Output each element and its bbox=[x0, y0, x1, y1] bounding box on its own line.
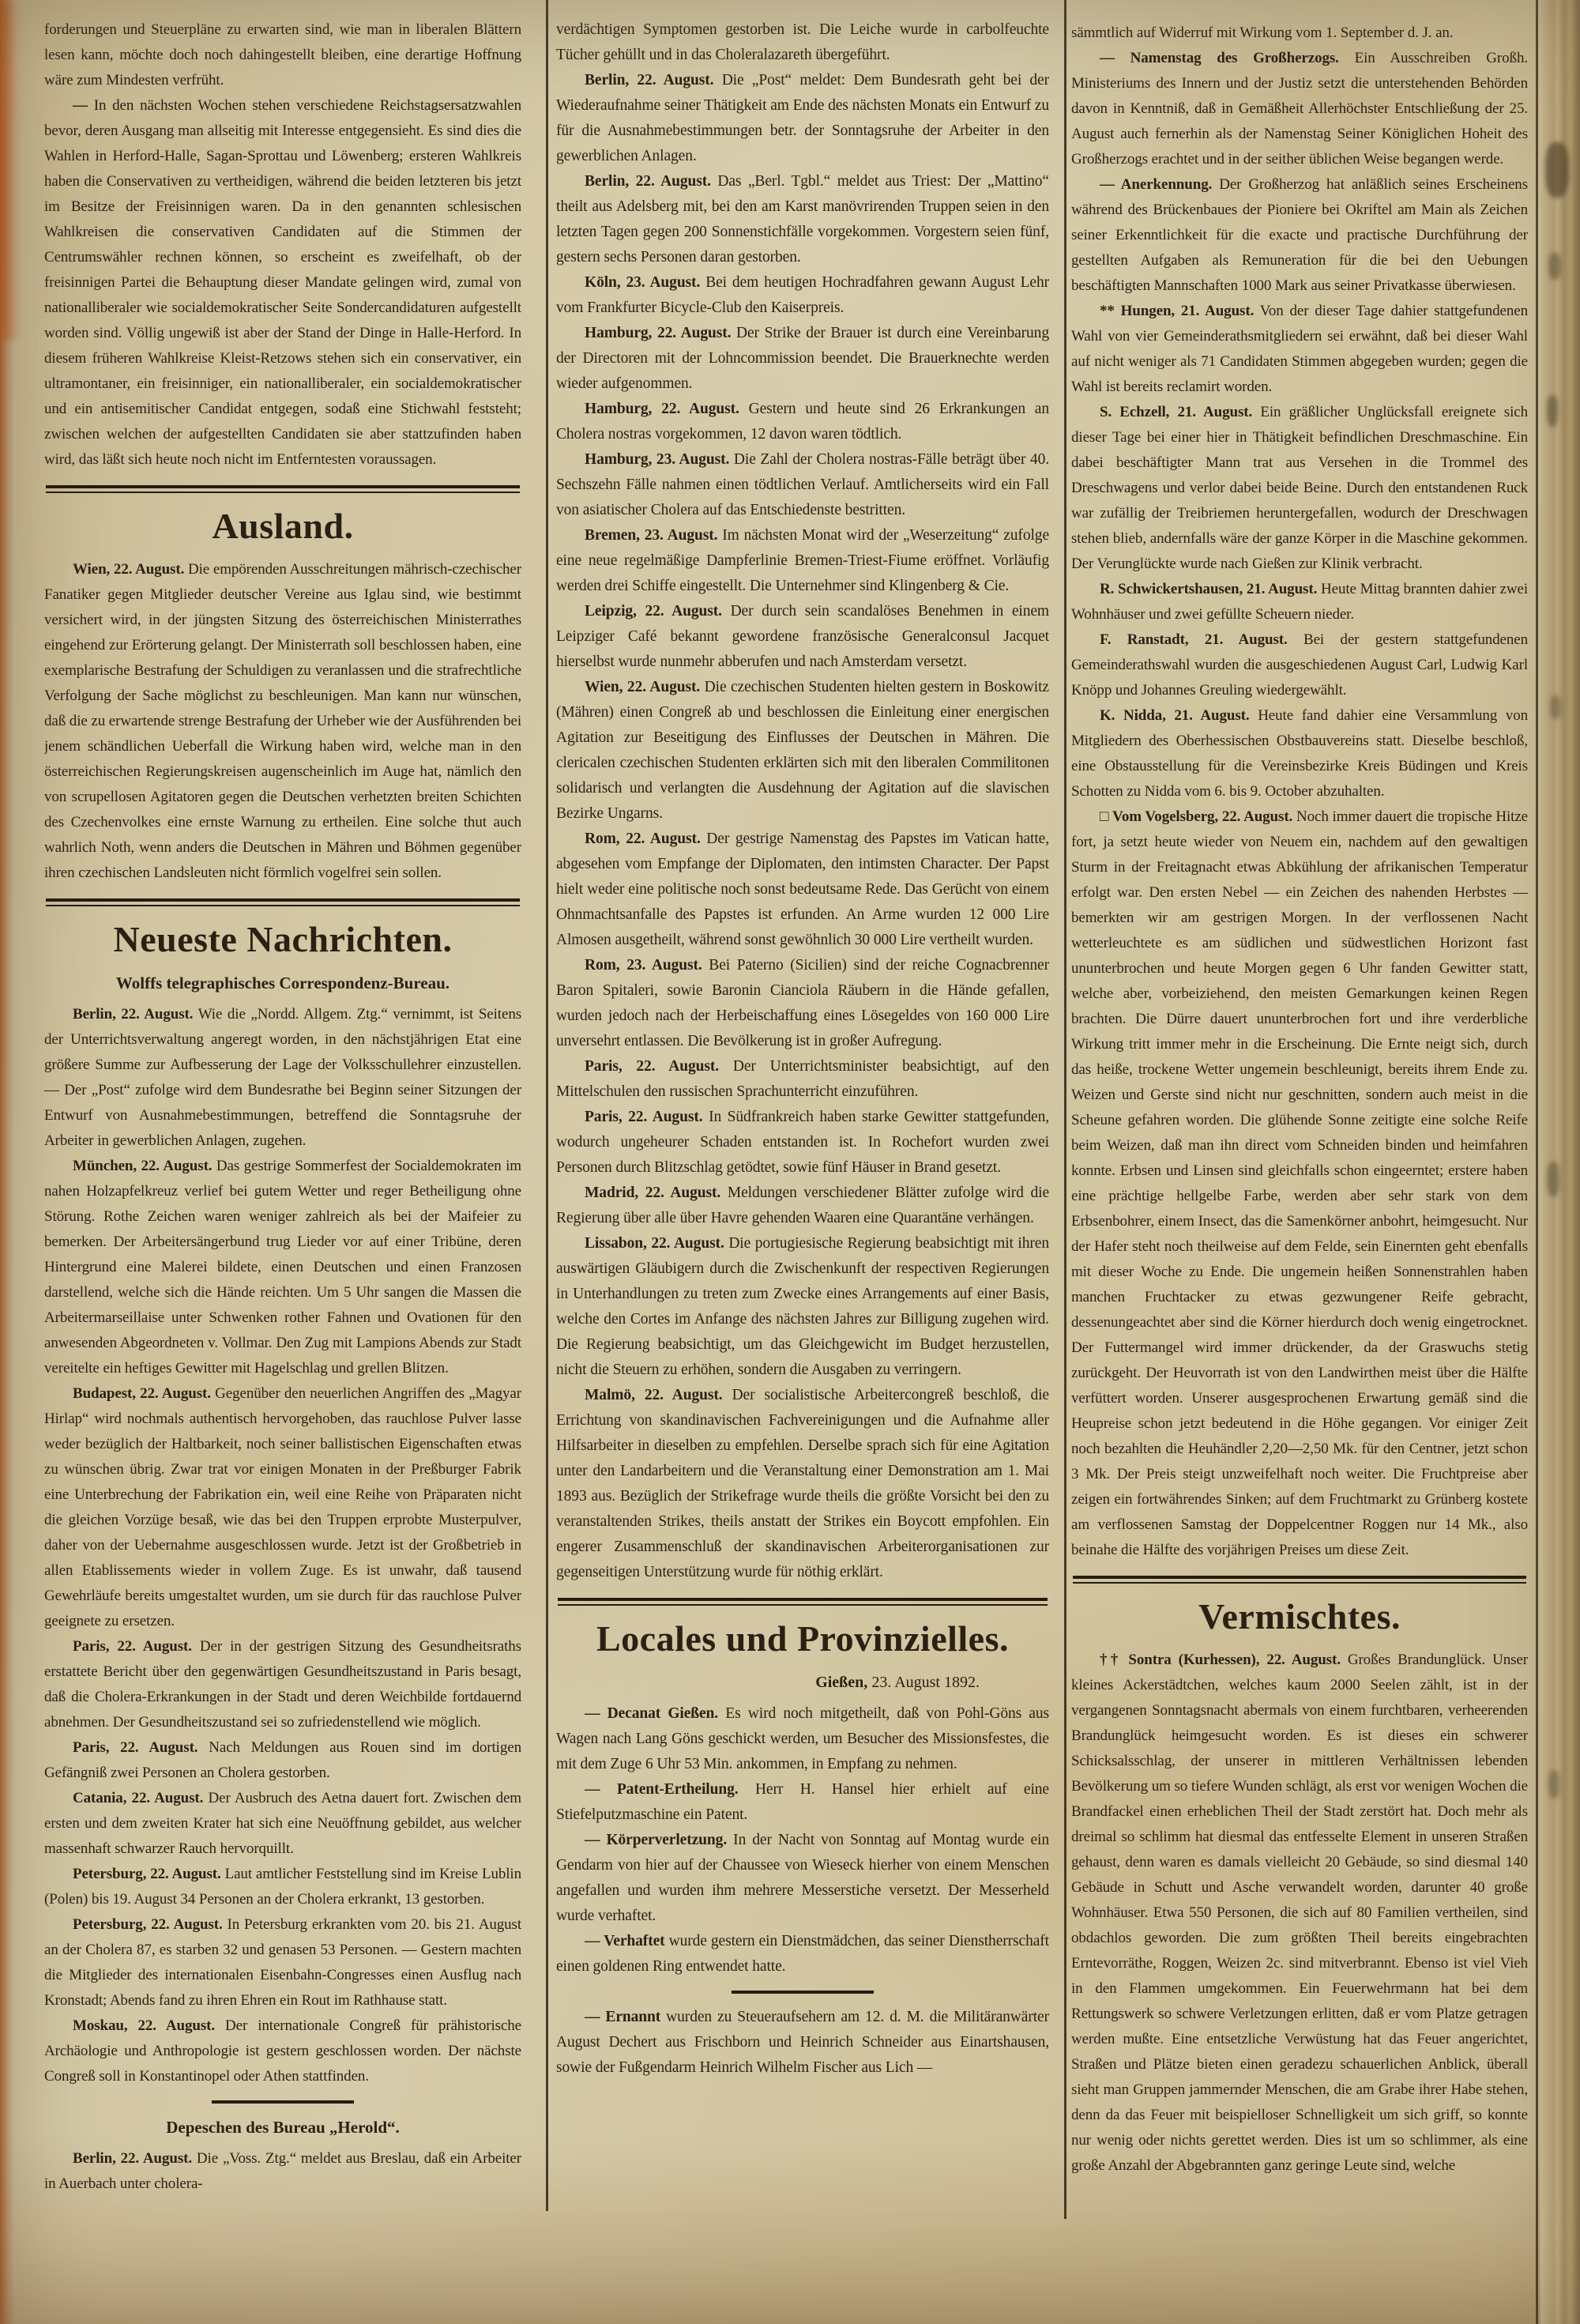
article-paragraph-continuation bbox=[1071, 21, 1528, 46]
section-divider-double-rule bbox=[46, 898, 520, 906]
paragraph-dateline-lead: München, 22. August. bbox=[73, 1157, 213, 1174]
article-paragraph bbox=[44, 557, 521, 886]
paragraph-text: Herr H. Hansel hier erhielt auf eine Stiefelputzmaschine ein Patent. bbox=[556, 1780, 1049, 1823]
article-paragraph bbox=[44, 1381, 521, 1634]
paragraph-text: Die „Post“ meldet: Dem Bundesrath geht bei der Wiederaufnahme seiner Thätigkeit am Ende des nächsten Monats ein Entwurf zu für die Ausnahmebestimmungen betr. der Sonntagsruhe der Arbeiter in den gewerblichen Anlagen. bbox=[556, 72, 1049, 164]
paragraph-dateline-lead: Madrid, 22. August. bbox=[585, 1185, 721, 1201]
paragraph-dateline-lead: Catania, 22. August. bbox=[73, 1789, 204, 1806]
paragraph-text: In der Nacht von Sonntag auf Montag wurde ein Gendarm von hier auf der Chaussee von Wieseck hierher von einem Menschen angefallen und wurden ihm mehrere Messerstiche versetzt. Der Messerheld wurde verhaftet. bbox=[556, 1831, 1049, 1924]
article-paragraph bbox=[44, 1862, 521, 1912]
paragraph-text: In Petersburg erkrankten vom 20. bis 21. August an der Cholera 87, es starben 32 und genasen 53 Personen. — Gestern machten die Mitglieder des internationalen Eisenbahn-Congresses einen Ausflug nach Kronstadt; Abends fand zu ihren Ehren ein Rout im Rathhause statt. bbox=[44, 1915, 521, 2009]
article-paragraph bbox=[556, 1777, 1049, 1828]
article-paragraph bbox=[44, 2146, 521, 2197]
article-paragraph bbox=[556, 599, 1049, 675]
paragraph-dateline-lead: Rom, 22. August. bbox=[585, 831, 701, 847]
article-paragraph bbox=[1071, 299, 1528, 400]
article-paragraph bbox=[44, 2013, 521, 2089]
paragraph-text: Von der dieser Tage dahier stattgefundenen Wahl von vier Gemeinderathsmitgliedern sei erwähnt, daß bei dieser Wahl auf nicht weniger als 71 Candidaten Stimmen abgegeben wurden; gegen die Wahl ist bereits reclamirt worden. bbox=[1071, 303, 1528, 395]
column-divider-rule-2 bbox=[1064, 0, 1066, 2219]
article-paragraph bbox=[44, 1735, 521, 1786]
paragraph-dateline-lead: Budapest, 22. August. bbox=[73, 1384, 211, 1402]
article-paragraph bbox=[556, 675, 1049, 827]
paragraph-dateline-lead: Hamburg, 22. August. bbox=[585, 325, 732, 341]
paragraph-dateline-lead: Hamburg, 22. August. bbox=[585, 401, 739, 417]
next-page-print-fragment bbox=[1548, 1770, 1559, 1799]
article-paragraph bbox=[556, 1828, 1049, 1929]
article-paragraph bbox=[556, 1181, 1049, 1231]
next-page-print-fragment bbox=[1545, 142, 1569, 198]
article-paragraph bbox=[556, 1929, 1049, 1979]
paragraph-dateline-lead: Paris, 22. August. bbox=[73, 1637, 192, 1655]
next-page-print-fragment bbox=[1547, 1162, 1559, 1196]
paragraph-text: verdächtigen Symptomen gestorben ist. Die Leiche wurde in carbolfeuchte Tücher gehüllt und in das Choleralazareth übergeführt. bbox=[556, 21, 1049, 63]
paragraph-text: Der gestrige Namenstag des Papstes im Vatican hatte, abgesehen vom Empfange der Diplomaten, den intimsten Character. Der Papst hielt weder eine politische noch sonst bedeutsame Rede. Das Gerücht von einem Ohnmachtsanfalle des Papstes ist erfunden. An Arme wurden 12 000 Lire Almosen ausgetheilt, während sonst gewöhnlich 30 000 Lire vertheilt wurden. bbox=[556, 831, 1049, 948]
section-heading: Neueste Nachrichten. bbox=[113, 918, 453, 959]
paragraph-text: Laut amtlicher Feststellung sind im Kreise Lublin (Polen) bis 19. August 34 Personen an der Cholera erkrankt, 13 gestorben. bbox=[44, 1865, 521, 1908]
next-page-print-fragment bbox=[1548, 253, 1561, 280]
article-paragraph bbox=[1071, 804, 1528, 1563]
paragraph-text: Der Ausbruch des Aetna dauert fort. Zwischen dem ersten und dem zweiten Krater hat sich eine Neuöffnung gebildet, aus welcher massenhaft schwarzer Rauch hervorquillt. bbox=[44, 1789, 521, 1857]
paragraph-dateline-lead: ** Hungen, 21. August. bbox=[1100, 303, 1255, 319]
paragraph-text: Bei Paterno (Sicilien) sind der reiche Cognacbrenner Baron Spitaleri, sowie Baronin Cianciola Räubern in die Hände gefallen, wurden jedoch nach der Herbeischaffung eines Lösegeldes von 160 000 Lire unversehrt entlassen. Die Bevölkerung ist in großer Aufregung. bbox=[556, 957, 1049, 1049]
paragraph-text: Es wird noch mitgetheilt, daß von Pohl-Göns aus Wagen nach Lang Göns geschickt werden, um Besucher des Missionsfestes, die mit dem Zuge 6 Uhr 53 Min. ankommen, in Empfang zu nehmen. bbox=[556, 1704, 1049, 1772]
paragraph-dateline-lead: R. Schwickertshausen, 21. August. bbox=[1100, 581, 1318, 597]
paragraph-dateline-lead: Berlin, 22. August. bbox=[585, 72, 714, 89]
stacked-page-edges bbox=[1540, 0, 1580, 2324]
paragraph-text: Gestern und heute sind 26 Erkrankungen an Cholera nostras vorgekommen, 12 davon waren tödtlich. bbox=[556, 401, 1049, 443]
section-divider-double-rule bbox=[46, 485, 520, 493]
article-paragraph bbox=[1071, 400, 1528, 577]
article-paragraph bbox=[556, 270, 1049, 321]
paragraph-text: Der socialistische Arbeitercongreß beschloß, die Errichtung von skandinavischen Fachvereinigungen und die Aufnahme aller Hilfsarbeiter in dieselben zu empfehlen. Derselbe sprach sich für eine Agitation unter den Landarbeitern und die Veranstaltung einer Demonstration am 1. Mai 1893 aus. Bezüglich der Strikefrage wurde theils die größte Vorsicht bei den zu veranstaltenden Strikes, theils anstatt der Strikes ein Boycott empfohlen. Ein engerer Zusammenschluß der skandinavischen Arbeiterorganisationen zur gegenseitigen Unterstützung wurde für nöthig erklärt. bbox=[556, 1387, 1049, 1580]
paragraph-text: Der internationale Congreß für prähistorische Archäologie und Anthropologie ist gestern geschlossen worden. Der nächste Congreß soll in Konstantinopel oder Athen stattfinden. bbox=[44, 2017, 521, 2085]
article-paragraph bbox=[556, 68, 1049, 169]
book-gutter-edge-highlight bbox=[0, 0, 21, 340]
paragraph-dateline-lead: Petersburg, 22. August. bbox=[73, 1865, 221, 1882]
paragraph-text: Der Unterrichtsminister beabsichtigt, auf den Mittelschulen den russischen Sprachunterricht einzuführen. bbox=[556, 1058, 1049, 1100]
newspaper-column-right bbox=[1071, 21, 1528, 2225]
next-page-print-fragment bbox=[1550, 695, 1561, 719]
paragraph-text: wurde gestern ein Dienstmädchen, das seiner Dienstherrschaft einen goldenen Ring entwendet hatte. bbox=[556, 1932, 1049, 1975]
section-heading: Vermischtes. bbox=[1198, 1596, 1401, 1637]
paragraph-dateline-lead: — Namenstag des Großherzogs. bbox=[1100, 50, 1339, 66]
paragraph-dateline-lead: Paris, 22. August. bbox=[585, 1109, 703, 1125]
paragraph-text: Wie die „Nordd. Allgem. Ztg.“ vernimmt, ist Seitens der Unterrichtsverwaltung angeregt worden, in den nächstjährigen Etat eine größere Summe zur Aufbesserung der Lage der Volksschullehrer einzustellen. — Der „Post“ zufolge wird dem Bundesrathe bei Beginn seiner Sitzungen der Entwurf von Ausnahmebestimmungen, betreffend die Sonntagsruhe der Arbeiter in gewerblichen Anlagen, zugehen. bbox=[44, 1005, 521, 1149]
paragraph-dateline-lead: Petersburg, 22. August. bbox=[73, 1915, 223, 1933]
paragraph-text: Im nächsten Monat wird der „Weserzeitung“ zufolge eine neue regelmäßige Dampferlinie Bremen-Triest-Fiume eröffnet. Vorläufig werden drei Schiffe eingestellt. Die Unternehmer sind Klingenberg & Cie. bbox=[556, 527, 1049, 594]
paragraph-dateline-lead: Wien, 22. August. bbox=[585, 679, 701, 695]
paragraph-text: Noch immer dauert die tropische Hitze fort, ja setzt heute wieder von Neuem ein, nachdem auf den gewaltigen Sturm in der Freitagnacht etwas Abkühlung der afrikanischen Temperatur erfolgt war. Den ersten Nebel — ein Zeichen des nahenden Herbstes — bemerkten wir am gestrigen Morgen. In der verflossenen Nacht wetterleuchtete es am südlichen und südwestlichen Horizont fast ununterbrochen und heute Morgen gegen 6 Uhr fanden Gewitter statt, welche aber, vorbeiziehend, den meisten Gemarkungen keinen Regen brachten. Die Dürre dauert ununterbrochen fort und ihre verderbliche Wirkung tritt immer mehr in die Erscheinung. Die Ernte neigt sich, durch das heiße, trockene Wetter ungemein beschleunigt, bereits ihrem Ende zu. Weizen und Gerste sind nicht nur geschnitten, sondern auch meist in die Scheune gefahren worden. Die glühende Sonne zeitigte eine solche Reife beim Weizen, daß man ihn direct vom Schneiden binden und heimfahren konnte. Erbsen und Linsen sind gleichfalls schon eingeerntet; erstere haben eine prächtige hellgelbe Farbe, werden aber sehr stark von dem Erbsenbohrer, einem Insect, das die Samenkörner anbohrt, heimgesucht. Nur der Hafer steht noch theilweise auf dem Felde, sein Einernten geht ebenfalls mit dieser Woche zu Ende. Die ungemein heißen Sonnenstrahlen haben manchen Fruchtacker zu etwas gezwungener Reife gebracht, dessenungeachtet aber sind die Körner hierdurch doch wenig eingetrocknet. Der Futtermangel wird immer drückender, da der Graswuchs stetig zurückgeht. Der Heuvorrath ist von den Landwirthen meist über die Hälfte verfüttert worden. Unserer ausgesprochenen Erwartung gemäß sind die Heupreise schon jetzt bedeutend in die Höhe gegangen. Vor einiger Zeit noch bezahlten die Heuhändler 2,20—2,50 Mk. für den Centner, jetzt schon 3 Mk. Der Preis steigt unzweifelhaft noch weiter. Die Fruchtpreise aber zeigen ein fortwährendes Sinken; auf dem Fruchtmarkt zu Grünberg kostete am verflossenen Samstag der Doppelcentner Roggen nur 14 Mk., also beinahe die Hälfte des vorjährigen Preises um diese Zeit. bbox=[1071, 808, 1528, 1558]
article-paragraph bbox=[556, 1383, 1049, 1585]
paragraph-text: Großes Brandunglück. Unser kleines Ackerstädtchen, welches kaum 2000 Seelen zählt, ist in der vergangenen Sonntagsnacht abermals von einem furchtbaren, verheerenden Brandunglück heimgesucht worden. Es ist dieses ein schwerer Schicksalsschlag, der unserer in mittleren Verhältnissen lebenden Bevölkerung um so tiefere Wunden schlägt, als erst vor wenigen Wochen die Brandfackel einen erheblichen Theil der Stadt zerstört hat. Doch mehr als dreimal so schlimm hat diesmal das entfesselte Element in unseren Straßen gehaust, denn waren es damals vielleicht 20 Gebäude, so sind diesmal 140 Gebäude in Schutt und Asche verwandelt worden, darunter 40 große Wohnhäuser. Etwa 550 Personen, die sich auf 80 Familien vertheilen, sind obdachlos geworden. Die zum größten Theil bereits eingebrachten Erntevorräthe, Roggen, Weizen 2c. sind mitverbrannt. Ebenso ist viel Vieh in den Flammen umgekommen. Ein Feuerwehrmann hat bei dem Rettungswerk so schwere Verletzungen erlitten, daß er vom Platze getragen werden mußte. Eine entsetzliche Verwüstung hat das Feuer angerichtet, Straßen und Plätze bieten einen geradezu schauerlichen Anblick, überall sieht man Gruppen jammernder Menschen, die am Grabe ihrer Habe stehen, denn da das Feuer mit beispielloser Schnelligkeit um sich griff, so konnte nur wenig oder nichts gerettet werden. Dies ist um so schlimmer, als eine große Anzahl der Abgebrannten ganz geringe Leute sind, welche bbox=[1071, 1651, 1528, 2174]
article-paragraph bbox=[1071, 627, 1528, 703]
paragraph-dateline-lead: Bremen, 23. August. bbox=[585, 527, 718, 544]
paragraph-text: Der Großherzog hat anläßlich seines Erscheinens während des Brückenbaues der Pioniere bei Okriftel am Main als Zeichen seiner Erkenntlichkeit für die exacte und practische Durchführung der gestellten Aufgaben als Remuneration für die bei den Uebungen beschäftigten Mannschaften 1000 Mark aus seiner Privatkasse überwiesen. bbox=[1071, 176, 1528, 294]
paragraph-text: Heute Mittag brannten dahier zwei Wohnhäuser und zwei gefüllte Scheuern nieder. bbox=[1071, 581, 1528, 623]
paragraph-dateline-lead: †† Sontra (Kurhessen), 22. August. bbox=[1100, 1651, 1341, 1668]
article-paragraph bbox=[1071, 46, 1528, 172]
newspaper-column-middle bbox=[556, 17, 1049, 2230]
paragraph-text: Die empörenden Ausschreitungen mährisch-czechischer Fanatiker gegen Mitglieder deutscher Vereine aus Iglau sind, wie bestimmt versichert wird, in der jüngsten Sitzung des österreichischen Ministerrathes eingehend zur Erörterung gelangt. Der Ministerrath soll beschlossen haben, eine exemplarische Bestrafung der Schuldigen zu veranlassen und die strafrechtliche Verfolgung der Sache möglichst zu beschleunigen. Man kann nur wünschen, daß die zu erwartende strenge Bestrafung der Urheber wie der Ausführenden bei jenem schändlichen Ueberfall die Wirkung haben wird, welche man in den österreichischen Regierungskreisen augenscheinlich im Auge hat, nämlich den von scrupellosen Agitatoren gegen die Deutschen verhetzten breiten Schichten des Czechenvolkes eine ernste Warnung zu ertheilen. Eine solche thut auch wahrlich Noth, wenn anders die Deutschen in Mähren und Böhmen gegenüber ihren czechischen Landsleuten nicht förmlich vogelfrei sein sollen. bbox=[44, 560, 521, 881]
paragraph-text: Der in der gestrigen Sitzung des Gesundheitsraths erstattete Bericht über den gegenwärtigen Gesundheitszustand in Paris besagt, daß die Cholera-Erkrankungen in der Stadt und deren Weichbilde fortdauernd abnehmen. Der Gesundheitszustand sei so zufriedenstellend wie möglich. bbox=[44, 1637, 521, 1731]
paragraph-text: Bei dem heutigen Hochradfahren gewann August Lehr vom Frankfurter Bicycle-Club den Kaiserpreis. bbox=[556, 274, 1049, 316]
dateline-city: Gießen, bbox=[815, 1673, 868, 1691]
paragraph-text: Die czechischen Studenten hielten gestern in Boskowitz (Mähren) einen Congreß ab und beschlossen die Einleitung einer energischen Agitation zur Beseitigung des Einflusses der Deutschen in Mähren. Die clericalen czechischen Studenten erklärten sich mit den liberalen Commilitonen solidarisch und verlangten die Ausdehnung der Agitation auf die slavischen Bezirke Ungarns. bbox=[556, 679, 1049, 822]
section-divider-double-rule bbox=[1073, 1576, 1526, 1584]
article-paragraph bbox=[44, 1786, 521, 1862]
article-paragraph bbox=[556, 2005, 1049, 2081]
paragraph-text: Ein gräßlicher Unglücksfall ereignete sich dieser Tage bei einer hier in Thätigkeit befindlichen Dreschmaschine. Ein dabei beschäftigter Mann trat aus Versehen in die Trommel des Dreschwagens und verlor dabei beide Beine. Durch den entstandenen Ruck war zufällig der Treibriemen heruntergefallen, wodurch der Dreschwagen stehen blieb, andernfalls wäre der ganze Körper in die Maschine gekommen. Der Verunglückte wurde nach Gießen zur Klinik verbracht. bbox=[1071, 404, 1528, 572]
paragraph-dateline-lead: Wien, 22. August. bbox=[73, 560, 185, 578]
article-paragraph bbox=[556, 953, 1049, 1054]
paragraph-dateline-lead: Lissabon, 22. August. bbox=[585, 1235, 724, 1252]
section-heading: Locales und Provinzielles. bbox=[596, 1618, 1009, 1659]
short-divider-rule bbox=[732, 1991, 874, 1994]
article-paragraph bbox=[1071, 172, 1528, 299]
paragraph-text: Das „Berl. Tgbl.“ meldet aus Triest: Der „Mattino“ theilt aus Adelsberg mit, bei den am Karst manövrirenden Truppen seien in den letzten Tagen gegen 200 Sonnenstichfälle vorgekommen. Vorgestern seien fünf, gestern sechs Personen daran gestorben. bbox=[556, 173, 1049, 266]
page-edge-rule bbox=[1536, 0, 1538, 2324]
section-heading: Ausland. bbox=[212, 506, 354, 546]
next-page-print-fragment bbox=[1547, 395, 1558, 427]
dateline-date: 23. August 1892. bbox=[871, 1673, 980, 1691]
paragraph-text: Ein Ausschreiben Großh. Ministeriums des Innern und der Justiz setzt die unterstehenden Behörden davon in Kenntniß, daß in Gemäßheit Allerhöchster Entschließung der 25. August auch fernerhin als der Namenstag Seiner Königlichen Hoheit des Großherzogs erachtet und in der seither üblichen Weise begangen werde. bbox=[1071, 50, 1528, 168]
paragraph-dateline-lead: — Ernannt bbox=[585, 2008, 661, 2025]
paragraph-dateline-lead: Berlin, 22. August. bbox=[73, 2149, 193, 2167]
local-section-dateline bbox=[556, 1670, 1049, 1695]
paragraph-dateline-lead: Paris, 22. August. bbox=[585, 1058, 720, 1075]
article-paragraph bbox=[1071, 703, 1528, 804]
paragraph-text: Die portugiesische Regierung beabsichtigt mit ihren auswärtigen Gläubigern durch die Zwischenkunft der respectiven Regierungen in Unterhandlungen zu treten zum Zwecke eines Arrangements auf einer Basis, welche den Cortes im Anfange des nächsten Jahres zur Billigung zugehen wird. Die Regierung beabsichtigt, um das Gleichgewicht im Budget herzustellen, nicht die Steuern zu erhöhen, sondern die Ausgaben zu verringern. bbox=[556, 1235, 1049, 1378]
paragraph-dateline-lead: □ Vom Vogelsberg, 22. August. bbox=[1100, 808, 1293, 825]
paragraph-text: Der Strike der Brauer ist durch eine Vereinbarung der Directoren mit der Lohncommission beendet. Die Brauerknechte werden wieder aufgenommen. bbox=[556, 325, 1049, 392]
article-paragraph bbox=[556, 321, 1049, 397]
paragraph-dateline-lead: F. Ranstadt, 21. August. bbox=[1100, 631, 1288, 648]
article-paragraph bbox=[556, 1231, 1049, 1383]
paragraph-dateline-lead: Hamburg, 23. August. bbox=[585, 451, 730, 468]
paragraph-dateline-lead: — Körperverletzung. bbox=[585, 1831, 728, 1848]
paragraph-dateline-lead: Berlin, 22. August. bbox=[585, 173, 711, 190]
paragraph-dateline-lead: S. Echzell, 21. August. bbox=[1100, 404, 1253, 420]
paragraph-text: In den nächsten Wochen stehen verschiedene Reichstagsersatzwahlen bevor, deren Ausgang man allseitig mit Interesse entgegensieht. Es sind dies die Wahlen in Herford-Halle, Sagan-Sprottau und Löwenberg; ersteren Wahlkreis haben die Conservativen zu vertheidigen, während die beiden letzteren bis jetzt im Besitze der Freisinnigen waren. Da in den genannten schlesischen Wahlkreisen die conservativen Candidaten auf die Stimmen der Centrumswähler rechnen können, so erscheint es zweifelhaft, ob der freisinnigen Partei die Behauptung dieser Mandate gelingen wird, zumal von nationalliberaler wie socialdemokratischer Seite Sondercandidaturen aufgestellt worden sind. Völlig ungewiß ist aber der Stand der Dinge in Halle-Herford. In diesem früheren Wahlkreise Kleist-Retzows stehen sich ein conservativer, ein ultramontaner, ein freisinniger, ein nationalliberaler, ein socialdemokratischer und ein antisemitischer Candidat entgegen, sodaß eine Stichwahl feststeht; zwischen welchen der aufgestellten Candidaten sie aber stattzufinden haben wird, das läßt sich heute noch nicht im Entferntesten voraussagen. bbox=[44, 97, 521, 468]
paragraph-text: Die Zahl der Cholera nostras-Fälle beträgt über 40. Sechszehn Fälle nahmen einen tödtlichen Verlauf. Amtlicherseits wird ein Fall von asiatischer Cholera auf das Entschiedenste bestritten. bbox=[556, 451, 1049, 518]
article-paragraph bbox=[1071, 1648, 1528, 2179]
paragraph-text: sämmtlich auf Widerruf mit Wirkung vom 1. September d. J. an. bbox=[1071, 24, 1454, 41]
paragraph-text: Nach Meldungen aus Rouen sind im dortigen Gefängniß zwei Personen an Cholera gestorben. bbox=[44, 1738, 521, 1781]
paragraph-text: wurden zu Steueraufsehern am 12. d. M. die Militäranwärter August Dechert aus Frischborn und Heinrich Schneider aus Einartshausen, sowie der Fußgendarm Heinrich Wilhelm Fischer aus Lich — bbox=[556, 2008, 1049, 2076]
article-paragraph bbox=[556, 397, 1049, 447]
paragraph-dateline-lead: Paris, 22. August. bbox=[73, 1738, 198, 1756]
article-paragraph bbox=[44, 1634, 521, 1735]
paragraph-text: Gegenüber den neuerlichen Angriffen des „Magyar Hirlap“ wird nochmals authentisch hervorgehoben, das rauchlose Pulver lasse weder bezüglich der Haltbarkeit, noch seiner ballistischen Eigenschaften etwas zu wünschen übrig. Zwar trat vor einigen Monaten in der Preßburger Fabrik eine Unterbrechung der Fabrikation ein, weil eine Reihe von Präparaten nicht die gleichen Vorzüge besaß, wie das bei den Truppen erprobte Musterpulver, daher von der Uebernahme ausgeschlossen wurde. Jetzt ist der Großbetrieb in allen Etablissements wieder in vollem Zuge. Es ist unwahr, daß tausend Gewehrläufe bereits umgestaltet wurden, um sie durch für das rauchlose Pulver geeignete zu ersetzen. bbox=[44, 1384, 521, 1629]
article-paragraph bbox=[556, 1105, 1049, 1181]
paragraph-text: Das gestrige Sommerfest der Socialdemokraten im nahen Holzapfelkreuz verlief bei gutem Wetter und reger Betheiligung ohne Störung. Rothe Zeichen waren weniger zahlreich als bei der Maifeier zu bemerken. Der Arbeitersängerbund trug Lieder vor auf einer Tribüne, deren Hintergrund eine Malerei bildete, einen Deutschen und einen Franzosen darstellend, welche sich die Hände reichten. Um 5 Uhr sangen die Massen die Arbeitermarseillaise unter Schwenken rother Fahnen und Ovationen für den anwesenden Abgeordneten v. Vollmar. Den Zug mit Lampions Abends zur Stadt vereitelte ein heftiges Gewitter mit Hagelschlag und grellen Blitzen. bbox=[44, 1157, 521, 1377]
paragraph-dateline-lead: Berlin, 22. August. bbox=[73, 1005, 194, 1023]
column-divider-rule-1 bbox=[546, 0, 548, 2211]
paragraph-dateline-lead: — bbox=[73, 97, 88, 114]
article-paragraph bbox=[556, 169, 1049, 270]
article-paragraph bbox=[1071, 577, 1528, 627]
paragraph-dateline-lead: — Verhaftet bbox=[585, 1932, 665, 1949]
article-paragraph bbox=[556, 447, 1049, 523]
article-paragraph bbox=[44, 93, 521, 473]
article-paragraph bbox=[44, 1154, 521, 1381]
short-divider-rule bbox=[212, 2100, 354, 2104]
section-subheading: Depeschen des Bureau „Herold“. bbox=[166, 2117, 400, 2137]
paragraph-dateline-lead: K. Nidda, 21. August. bbox=[1100, 707, 1250, 724]
paragraph-dateline-lead: Rom, 23. August. bbox=[585, 957, 702, 974]
paragraph-text: In Südfrankreich haben starke Gewitter stattgefunden, wodurch ungeheurer Schaden entstanden ist. In Rochefort wurden zwei Personen durch Blitzschlag getödtet, sowie fünf Häuser in Brand gesetzt. bbox=[556, 1109, 1049, 1176]
article-paragraph bbox=[556, 1054, 1049, 1105]
paragraph-dateline-lead: Köln, 23. August. bbox=[585, 274, 701, 291]
section-subheading: Wolffs telegraphisches Correspondenz-Bureau. bbox=[115, 973, 450, 993]
article-paragraph-continuation bbox=[44, 17, 521, 93]
article-paragraph bbox=[556, 523, 1049, 599]
article-paragraph bbox=[556, 1701, 1049, 1777]
article-paragraph bbox=[44, 1002, 521, 1154]
paragraph-dateline-lead: Moskau, 22. August. bbox=[73, 2017, 216, 2034]
paragraph-dateline-lead: — Patent-Ertheilung. bbox=[585, 1780, 739, 1798]
paragraph-text: forderungen und Steuerpläne zu erwarten sind, wie man in liberalen Blättern lesen kann, möchte doch noch dahingestellt bleiben, eine derartige Hoffnung wäre zum Mindesten verfrüht. bbox=[44, 21, 521, 89]
paragraph-text: Bei der gestern stattgefundenen Gemeinderathswahl wurden die ausgeschiedenen August Carl, Ludwig Karl Knöpp und Johannes Greuling wiedergewählt. bbox=[1071, 631, 1528, 699]
paragraph-dateline-lead: — Decanat Gießen. bbox=[585, 1704, 719, 1722]
paragraph-dateline-lead: — Anerkennung. bbox=[1100, 176, 1213, 193]
article-paragraph bbox=[556, 827, 1049, 953]
paragraph-dateline-lead: Leipzig, 22. August. bbox=[585, 603, 722, 620]
paragraph-text: Meldungen verschiedener Blätter zufolge wird die Regierung über alle über Havre gehenden Waaren eine Quarantäne verhängen. bbox=[556, 1185, 1049, 1226]
paragraph-text: Der durch sein scandalöses Benehmen in einem Leipziger Café bekannt gewordene französische Generalconsul Jacquet hierselbst wurde nunmehr abberufen und nach Amsterdam versetzt. bbox=[556, 603, 1049, 670]
paragraph-text: Heute fand dahier eine Versammlung von Mitgliedern des Oberhessischen Obstbauvereins statt. Dieselbe beschloß, eine Obstausstellung für die Vereinsbezirke Kreis Büdingen und Kreis Schotten zu Nidda vom 6. bis 9. October abzuhalten. bbox=[1071, 707, 1528, 800]
paragraph-dateline-lead: Malmö, 22. August. bbox=[585, 1387, 723, 1403]
book-gutter-edge bbox=[0, 0, 14, 2324]
article-paragraph bbox=[44, 1912, 521, 2013]
article-paragraph-continuation bbox=[556, 17, 1049, 68]
section-divider-double-rule bbox=[558, 1598, 1048, 1606]
newspaper-column-left bbox=[44, 17, 521, 2220]
paragraph-text: Die „Voss. Ztg.“ meldet aus Breslau, daß ein Arbeiter in Auerbach unter cholera- bbox=[44, 2149, 521, 2192]
